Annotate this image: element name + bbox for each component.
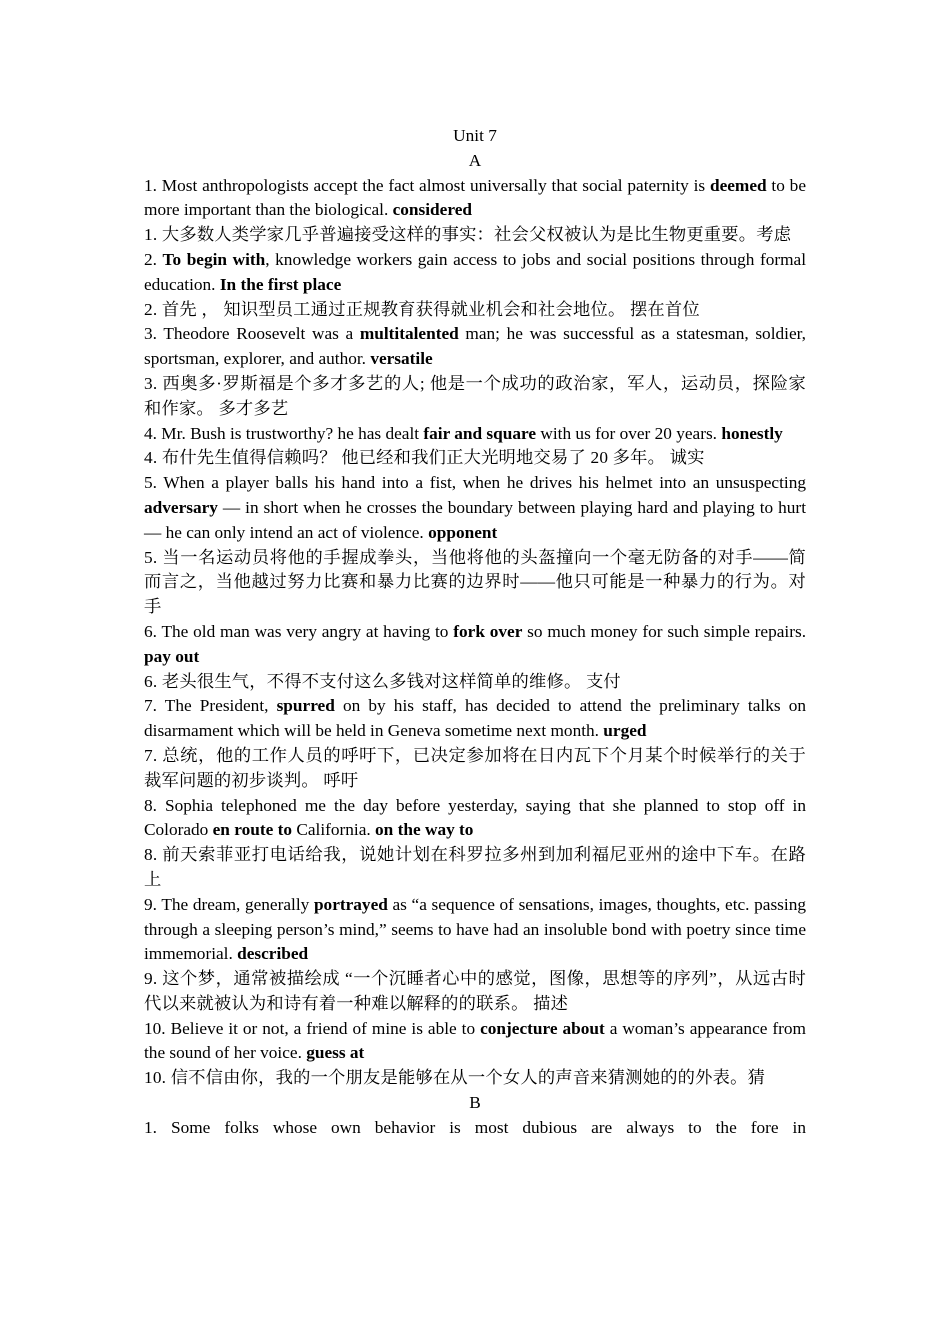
- key-phrase: spurred: [276, 696, 335, 716]
- key-phrase: deemed: [709, 175, 767, 195]
- item-number: 8.: [144, 795, 157, 815]
- sentence-text: The old man was very angry at having to: [161, 621, 454, 641]
- exercise-item-zh: 7. 总统，他的工作人员的呼吁下，已决定参加将在日内瓦下个月某个时候举行的关于裁军问题的初步谈判。 呼吁: [144, 745, 806, 790]
- sentence-text: When a player balls his hand into a fist, when he drives his helmet into an unsuspecting: [163, 473, 806, 493]
- exercise-item-zh: 6. 老头很生气，不得不支付这么多钱对这样简单的维修。 支付: [144, 671, 621, 691]
- exercise-item-en: [144, 893, 806, 967]
- item-number: 2.: [144, 249, 157, 269]
- sentence-text: , knowledge workers gain access to jobs and social positions through formal education.: [144, 249, 807, 294]
- exercise-item-en: [144, 620, 806, 670]
- key-phrase: en route to: [212, 820, 292, 840]
- sentence-text: man; he was successful as a statesman, soldier, sportsman, explorer, and author.: [144, 324, 806, 369]
- answer-synonym: opponent: [428, 522, 498, 542]
- exercise-item-en: [144, 322, 806, 372]
- key-phrase: fork over: [453, 621, 523, 641]
- exercise-item-en: [144, 694, 806, 744]
- exercise-item-zh: 5. 当一名运动员将他的手握成拳头，当他将他的头盔撞向一个毫无防备的对手——简而言之，当他越过努力比赛和暴力比赛的边界时——他只可能是一种暴力的行为。对手: [144, 547, 806, 617]
- key-phrase: To begin with: [162, 249, 266, 269]
- answer-synonym: considered: [392, 200, 472, 220]
- key-phrase: portrayed: [313, 894, 388, 914]
- answer-synonym: In the first place: [219, 274, 342, 294]
- exercise-item-en: [144, 471, 806, 545]
- section-b-heading: B: [469, 1093, 481, 1113]
- key-phrase: multitalented: [359, 324, 459, 344]
- sentence-text: Mr. Bush is trustworthy? he has dealt: [161, 423, 424, 443]
- exercise-item-en: [144, 1017, 806, 1067]
- section-b-item-1: 1. Some folks whose own behavior is most dubious are always to the fore in: [144, 1117, 806, 1137]
- answer-synonym: on the way to: [375, 820, 474, 840]
- exercise-item-zh: 1. 大多数人类学家几乎普遍接受这样的事实：社会父权被认为是比生物更重要。考虑: [144, 225, 792, 245]
- key-phrase: conjecture about: [480, 1018, 605, 1038]
- exercise-item-zh: 9. 这个梦，通常被描绘成 “一个沉睡者心中的感觉，图像，思想等的序列”，从远古时代以来就被认为和诗有着一种难以解释的的联系。 描述: [144, 969, 806, 1013]
- exercise-item-zh: 3. 西奥多·罗斯福是个多才多艺的人; 他是一个成功的政治家，军人，运动员，探险家和作家。 多才多艺: [144, 373, 806, 418]
- sentence-text: California.: [292, 820, 376, 840]
- answer-synonym: pay out: [144, 646, 200, 666]
- sentence-text: on by his staff, has decided to attend the preliminary talks on disarmament which will be held in Geneva sometime next month.: [144, 696, 806, 741]
- item-number: 4.: [144, 423, 157, 443]
- document-page: [144, 124, 806, 1141]
- answer-synonym: described: [237, 944, 309, 964]
- item-number: 3.: [144, 324, 157, 344]
- sentence-text: The President,: [164, 696, 277, 716]
- exercise-item-en: [144, 174, 806, 224]
- key-phrase: adversary: [144, 497, 218, 517]
- sentence-text: so much money for such simple repairs.: [522, 621, 807, 641]
- exercise-item-en: [144, 794, 806, 844]
- sentence-text: Most anthropologists accept the fact almost universally that social paternity is: [161, 175, 710, 195]
- exercise-item-en: [144, 248, 806, 298]
- unit-title: Unit 7: [453, 126, 497, 145]
- answer-synonym: urged: [603, 721, 647, 741]
- exercise-item-zh: 2. 首先 ， 知识型员工通过正规教育获得就业机会和社会地位。 摆在首位: [144, 299, 700, 319]
- sentence-text: — in short when he crosses the boundary between playing hard and playing to hurt — he can only intend an act of violence.: [144, 497, 806, 542]
- exercise-item-zh: 8. 前天索菲亚打电话给我，说她计划在科罗拉多州到加利福尼亚州的途中下车。在路上: [144, 845, 806, 889]
- sentence-text: Theodore Roosevelt was a: [163, 324, 360, 344]
- item-number: 9.: [144, 894, 157, 914]
- sentence-text: as “a sequence of sensations, images, thoughts, etc. passing through a sleeping person’s mind,” seems to have had an insoluble bond with poetry since time immemorial.: [144, 894, 806, 964]
- sentence-text: to be more important than the biological.: [144, 175, 806, 220]
- exercise-item-en: [144, 422, 806, 447]
- item-number: 6.: [144, 621, 157, 641]
- sentence-text: Sophia telephoned me the day before yesterday, saying that she planned to stop off in Colorado: [144, 795, 806, 840]
- item-number: 5.: [144, 473, 157, 493]
- answer-synonym: versatile: [370, 349, 433, 369]
- item-number: 1.: [144, 175, 157, 195]
- section-a-heading: A: [468, 150, 482, 170]
- item-number: 10.: [144, 1018, 166, 1038]
- answer-synonym: guess at: [306, 1043, 365, 1063]
- exercise-list: [144, 174, 806, 1091]
- exercise-item-zh: 4. 布什先生值得信赖吗？ 他已经和我们正大光明地交易了 20 多年。 诚实: [144, 448, 705, 468]
- sentence-text: with us for over 20 years.: [536, 423, 722, 443]
- item-number: 7.: [144, 696, 157, 716]
- sentence-text: Believe it or not, a friend of mine is able to: [170, 1018, 481, 1038]
- sentence-text: a woman’s appearance from the sound of her voice.: [144, 1018, 806, 1063]
- exercise-item-zh: 10. 信不信由你，我的一个朋友是能够在从一个女人的声音来猜测她的的外表。猜: [144, 1068, 766, 1088]
- key-phrase: fair and square: [423, 423, 537, 443]
- sentence-text: The dream, generally: [161, 894, 314, 914]
- answer-synonym: honestly: [721, 423, 783, 443]
